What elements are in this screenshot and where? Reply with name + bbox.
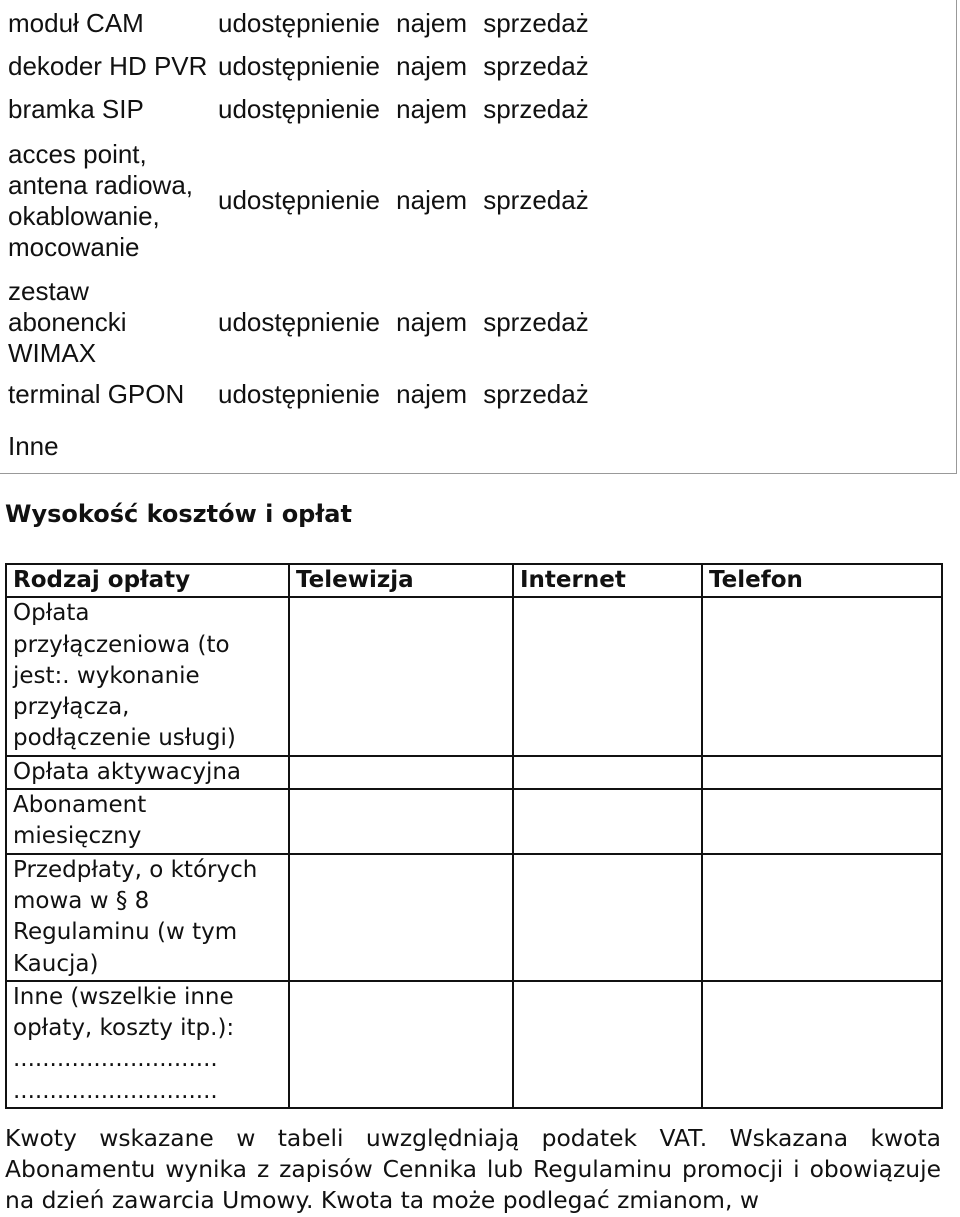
table-row	[6, 789, 942, 854]
option-lend[interactable]: udostępnienie	[218, 185, 380, 215]
internet-fee-cell[interactable]	[513, 981, 702, 1108]
column-header-phone: Telefon	[702, 564, 942, 597]
equipment-name: Inne	[8, 431, 59, 461]
equipment-name: acces point, antena radiowa, okablowanie, mocowanie	[8, 139, 194, 262]
vat-footnote: Kwoty wskazane w tabeli uwzględniają podatek VAT. Wskazana kwota Abonamentu wynika z zapisów Cennika lub Regulaminu promocji i obowiązuje na dzień zawarcia Umowy. Kwota ta może podlegać zmianom, w	[5, 1124, 941, 1214]
option-sale[interactable]: sprzedaż	[483, 185, 589, 215]
option-sale[interactable]: sprzedaż	[483, 94, 589, 124]
internet-fee-cell[interactable]	[513, 597, 702, 755]
fees-table	[5, 563, 943, 1109]
equipment-name: dekoder HD PVR	[8, 51, 208, 81]
equipment-options	[218, 379, 598, 410]
option-rent[interactable]: najem	[396, 379, 467, 409]
option-rent[interactable]: najem	[396, 51, 467, 81]
equipment-options	[218, 51, 598, 82]
option-sale[interactable]: sprzedaż	[483, 379, 589, 409]
internet-fee-cell[interactable]	[513, 756, 702, 789]
equipment-section	[0, 0, 957, 474]
equipment-options	[218, 94, 598, 125]
tv-fee-cell[interactable]	[289, 756, 513, 789]
table-row	[6, 981, 942, 1108]
option-sale[interactable]: sprzedaż	[483, 8, 589, 38]
tv-fee-cell[interactable]	[289, 597, 513, 755]
table-row	[6, 854, 942, 981]
table-row	[6, 597, 942, 755]
option-sale[interactable]: sprzedaż	[483, 307, 589, 337]
option-rent[interactable]: najem	[396, 185, 467, 215]
option-lend[interactable]: udostępnienie	[218, 94, 380, 124]
fee-type-cell: Opłata przyłączeniowa (to jest:. wykonanie przyłącza, podłączenie usługi)	[6, 597, 289, 755]
tv-fee-cell[interactable]	[289, 854, 513, 981]
equipment-name: bramka SIP	[8, 94, 144, 124]
equipment-options	[218, 307, 598, 338]
fee-type-cell: Opłata aktywacyjna	[6, 756, 289, 789]
phone-fee-cell[interactable]	[702, 854, 942, 981]
equipment-options	[218, 8, 598, 39]
option-lend[interactable]: udostępnienie	[218, 51, 380, 81]
equipment-name: terminal GPON	[8, 379, 185, 409]
equipment-name: zestaw abonencki WIMAX	[8, 276, 127, 368]
column-header-fee-type: Rodzaj opłaty	[6, 564, 289, 597]
option-rent[interactable]: najem	[396, 8, 467, 38]
equipment-options	[218, 185, 598, 216]
column-header-internet: Internet	[513, 564, 702, 597]
phone-fee-cell[interactable]	[702, 597, 942, 755]
option-lend[interactable]: udostępnienie	[218, 8, 380, 38]
table-row	[6, 756, 942, 789]
fee-type-cell: Przedpłaty, o których mowa w § 8 Regulaminu (w tym Kaucja)	[6, 854, 289, 981]
phone-fee-cell[interactable]	[702, 789, 942, 854]
internet-fee-cell[interactable]	[513, 854, 702, 981]
option-rent[interactable]: najem	[396, 94, 467, 124]
tv-fee-cell[interactable]	[289, 789, 513, 854]
phone-fee-cell[interactable]	[702, 756, 942, 789]
equipment-name: moduł CAM	[8, 8, 144, 38]
phone-fee-cell[interactable]	[702, 981, 942, 1108]
option-sale[interactable]: sprzedaż	[483, 51, 589, 81]
internet-fee-cell[interactable]	[513, 789, 702, 854]
fee-type-cell: Abonament miesięczny	[6, 789, 289, 854]
option-lend[interactable]: udostępnienie	[218, 307, 380, 337]
option-lend[interactable]: udostępnienie	[218, 379, 380, 409]
costs-heading: Wysokość kosztów i opłat	[5, 500, 352, 528]
table-header-row	[6, 564, 942, 597]
column-header-television: Telewizja	[289, 564, 513, 597]
fee-type-cell: Inne (wszelkie inne opłaty, koszty itp.): ............................ ............................	[6, 981, 289, 1108]
tv-fee-cell[interactable]	[289, 981, 513, 1108]
option-rent[interactable]: najem	[396, 307, 467, 337]
